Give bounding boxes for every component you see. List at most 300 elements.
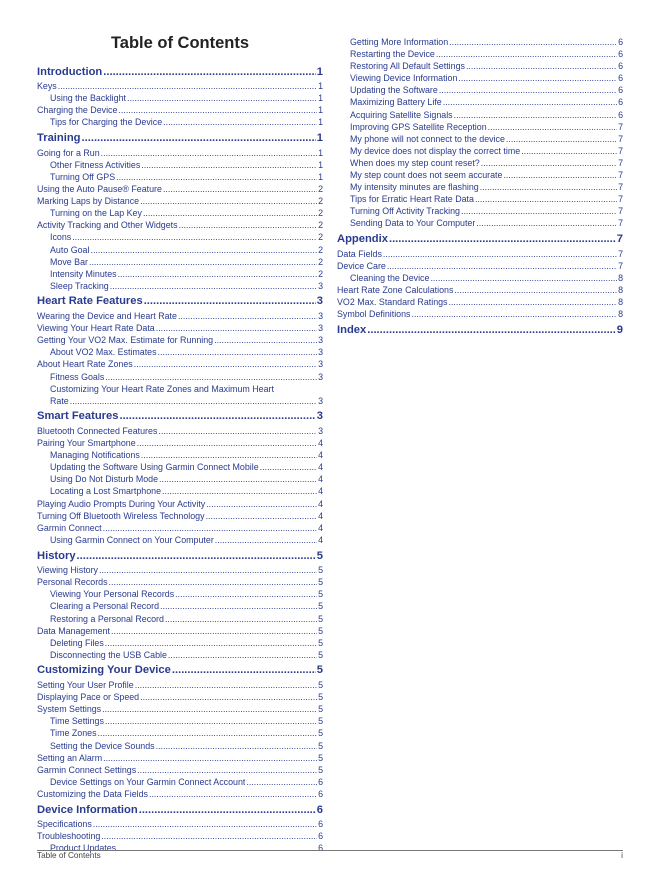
- toc-entry-title: Customizing Your Device: [37, 664, 171, 677]
- dot-leader: [367, 323, 616, 339]
- toc-page-number: 3: [318, 395, 323, 406]
- toc-entry-title: Restoring a Personal Record: [50, 613, 164, 624]
- toc-page-number: 2: [318, 244, 323, 255]
- toc-entry-time-zones[interactable]: [37, 727, 323, 739]
- toc-section-heart-rate-features[interactable]: [37, 294, 323, 310]
- footer-page-number: i: [621, 851, 623, 860]
- toc-entry-disconnecting-the-usb-cable[interactable]: [37, 649, 323, 661]
- toc-entry-cleaning-the-device[interactable]: [337, 272, 623, 284]
- toc-entry-clearing-a-personal-record[interactable]: [37, 600, 323, 612]
- dot-leader: [458, 72, 617, 84]
- toc-entry-title: Customizing the Data Fields: [37, 788, 148, 799]
- toc-entry-rate[interactable]: [37, 395, 323, 407]
- dot-leader: [103, 65, 316, 81]
- toc-page-number: 8: [618, 297, 623, 308]
- toc-page-number: 3: [318, 371, 323, 382]
- toc-page-number: 5: [318, 704, 323, 715]
- toc-entry-title: Bluetooth Connected Features: [37, 426, 158, 436]
- dot-leader: [443, 96, 617, 108]
- toc-entry-title: Fitness Goals: [50, 371, 105, 382]
- toc-entry-move-bar[interactable]: [37, 256, 323, 268]
- toc-page-number: 4: [318, 486, 323, 497]
- toc-entry-title: Viewing Your Personal Records: [50, 589, 175, 600]
- dot-leader: [172, 663, 316, 679]
- toc-entry-title: When does my step count reset?: [350, 157, 480, 168]
- toc-page-number: 3: [318, 323, 323, 334]
- dot-leader: [246, 776, 317, 788]
- dot-leader: [140, 691, 317, 703]
- dot-leader: [461, 205, 617, 217]
- dot-leader: [141, 159, 317, 171]
- toc-page-number: 1: [316, 65, 323, 78]
- toc-entry-title: Data Management: [37, 625, 111, 636]
- toc-entry-tips-for-charging-the-device[interactable]: [37, 116, 323, 128]
- toc-entry-improving-gps-satellite-reception[interactable]: [337, 121, 623, 133]
- toc-entry-using-garmin-connect-on-your-computer[interactable]: [37, 534, 323, 546]
- toc-entry-viewing-history[interactable]: [37, 564, 323, 576]
- toc-entry-my-device-does-not-display-the-correct-time[interactable]: [337, 145, 623, 157]
- toc-page-number: 1: [318, 93, 323, 104]
- toc-page-number: 4: [318, 498, 323, 509]
- toc-entry-title: Device Information: [37, 803, 138, 816]
- toc-entry-garmin-connect-settings[interactable]: [37, 764, 323, 776]
- dot-leader: [439, 84, 617, 96]
- toc-entry-title: Garmin Connect: [37, 522, 102, 533]
- dot-leader: [206, 510, 318, 522]
- toc-entry-title: Sending Data to Your Computer: [350, 218, 476, 229]
- toc-entry-title: History: [37, 549, 76, 562]
- toc-entry-sending-data-to-your-computer[interactable]: [337, 217, 623, 229]
- toc-entry-customizing-your-heart-rate-zones-and-maximum-heart[interactable]: [37, 383, 323, 395]
- toc-entry-title: Appendix: [337, 233, 388, 246]
- dot-leader: [105, 371, 317, 383]
- toc-entry-other-fitness-activities[interactable]: [37, 159, 323, 171]
- dot-leader: [466, 60, 617, 72]
- dot-leader: [101, 830, 317, 842]
- toc-entry-title: Data Fields: [337, 248, 382, 259]
- toc-entry-title: Device Settings on Your Garmin Connect Account: [50, 776, 246, 787]
- toc-entry-title: Introduction: [37, 65, 103, 78]
- toc-page-number: 7: [618, 121, 623, 132]
- toc-section-training[interactable]: [37, 131, 323, 147]
- toc-entry-title: My phone will not connect to the device: [350, 133, 505, 144]
- dot-leader: [139, 803, 316, 819]
- toc-page-number: 2: [318, 232, 323, 243]
- toc-page-number: 5: [318, 625, 323, 636]
- dot-leader: [178, 310, 317, 322]
- toc-entry-about-vo2-max-estimates[interactable]: [37, 346, 323, 358]
- toc-entry-title: Using the Auto Pause® Feature: [37, 184, 162, 195]
- toc-entry-restarting-the-device[interactable]: [337, 48, 623, 60]
- footer-divider: [37, 850, 623, 851]
- dot-leader: [149, 788, 317, 800]
- toc-left-column: [37, 62, 323, 854]
- toc-entry-my-step-count-does-not-seem-accurate[interactable]: [337, 169, 623, 181]
- toc-entry-title: My intensity minutes are flashing: [350, 182, 479, 193]
- toc-entry-turning-off-bluetooth-wireless-technology[interactable]: [37, 510, 323, 522]
- toc-entry-activity-tracking-and-other-widgets[interactable]: [37, 219, 323, 231]
- toc-entry-title: Garmin Connect Settings: [37, 764, 137, 775]
- toc-entry-title: Keys: [37, 81, 57, 92]
- toc-entry-deleting-files[interactable]: [37, 637, 323, 649]
- toc-entry-title: Using the Backlight: [50, 93, 126, 104]
- toc-right-column: [337, 36, 623, 338]
- toc-entry-setting-the-device-sounds[interactable]: [37, 740, 323, 752]
- toc-entry-title: Turning Off Bluetooth Wireless Technology: [37, 510, 205, 521]
- toc-page-number: 5: [318, 680, 323, 691]
- dot-leader: [449, 36, 617, 48]
- toc-entry-turning-off-activity-tracking[interactable]: [337, 205, 623, 217]
- toc-entry-updating-the-software[interactable]: [337, 84, 623, 96]
- toc-page-number: 7: [618, 145, 623, 156]
- toc-entry-title: Personal Records: [37, 577, 108, 588]
- dot-leader: [454, 284, 617, 296]
- toc-entry-using-the-backlight[interactable]: [37, 92, 323, 104]
- dot-leader: [481, 157, 617, 169]
- toc-entry-viewing-device-information[interactable]: [337, 72, 623, 84]
- toc-entry-turning-off-gps[interactable]: [37, 171, 323, 183]
- page-title: Table of Contents: [110, 34, 250, 52]
- toc-entry-title: Intensity Minutes: [50, 268, 117, 279]
- dot-leader: [503, 169, 617, 181]
- toc-entry-using-do-not-disturb-mode[interactable]: [37, 473, 323, 485]
- toc-entry-device-care[interactable]: [337, 260, 623, 272]
- toc-page-number: 2: [318, 196, 323, 207]
- toc-section-smart-features[interactable]: [37, 409, 323, 425]
- toc-entry-title: Other Fitness Activities: [50, 159, 141, 170]
- toc-page-number: 4: [318, 510, 323, 521]
- toc-entry-fitness-goals[interactable]: [37, 371, 323, 383]
- toc-entry-title: Tips for Charging the Device: [50, 117, 163, 128]
- dot-leader: [70, 395, 317, 407]
- toc-entry-title: Rate: [50, 395, 69, 406]
- toc-page-number: 1: [318, 147, 323, 158]
- toc-section-history[interactable]: [37, 549, 323, 565]
- toc-page-number: 6: [316, 803, 323, 816]
- dot-leader: [117, 842, 317, 854]
- toc-entry-turning-on-the-lap-key[interactable]: [37, 207, 323, 219]
- toc-entry-bluetooth-connected-features[interactable]: [37, 425, 323, 437]
- toc-entry-title: Updating the Software Using Garmin Connect Mobile: [50, 462, 259, 473]
- dot-leader: [101, 147, 317, 159]
- dot-leader: [110, 280, 317, 292]
- toc-entry-system-settings[interactable]: [37, 703, 323, 715]
- toc-page-number: 6: [618, 85, 623, 96]
- toc-page-number: 1: [316, 132, 323, 145]
- dot-leader: [127, 92, 317, 104]
- toc-page-number: 7: [618, 157, 623, 168]
- toc-page-number: 6: [618, 73, 623, 84]
- toc-entry-restoring-a-personal-record[interactable]: [37, 613, 323, 625]
- toc-entry-getting-more-information[interactable]: [337, 36, 623, 48]
- dot-leader: [116, 171, 317, 183]
- toc-entry-time-settings[interactable]: [37, 715, 323, 727]
- toc-entry-title: Product Updates: [50, 843, 117, 854]
- dot-leader: [103, 752, 317, 764]
- toc-section-introduction[interactable]: [37, 65, 323, 81]
- dot-leader: [412, 308, 618, 320]
- toc-page-number: 1: [318, 171, 323, 182]
- toc-entry-title: Disconnecting the USB Cable: [50, 649, 167, 660]
- dot-leader: [111, 625, 317, 637]
- toc-page-number: 2: [318, 208, 323, 219]
- toc-entry-title: Specifications: [37, 819, 92, 830]
- toc-page-number: 3: [316, 410, 323, 423]
- toc-entry-about-heart-rate-zones[interactable]: [37, 358, 323, 370]
- toc-page-number: 5: [318, 728, 323, 739]
- toc-entry-displaying-pace-or-speed[interactable]: [37, 691, 323, 703]
- toc-entry-maximizing-battery-life[interactable]: [337, 96, 623, 108]
- toc-section-appendix[interactable]: [337, 232, 623, 248]
- dot-leader: [158, 425, 317, 437]
- toc-entry-auto-goal[interactable]: [37, 244, 323, 256]
- toc-entry-restoring-all-default-settings[interactable]: [337, 60, 623, 72]
- dot-leader: [214, 334, 317, 346]
- toc-entry-symbol-definitions[interactable]: [337, 308, 623, 320]
- toc-entry-title: Turning on the Lap Key: [50, 208, 142, 219]
- toc-entry-playing-audio-prompts-during-your-activity[interactable]: [37, 498, 323, 510]
- toc-page-number: 8: [618, 284, 623, 295]
- toc-page-number: 3: [318, 347, 323, 358]
- toc-entry-title: Playing Audio Prompts During Your Activity: [37, 498, 206, 509]
- toc-page-number: 3: [318, 426, 323, 436]
- toc-entry-viewing-your-heart-rate-data[interactable]: [37, 322, 323, 334]
- toc-page-number: 2: [318, 268, 323, 279]
- toc-entry-my-intensity-minutes-are-flashing[interactable]: [337, 181, 623, 193]
- toc-page-number: 7: [618, 182, 623, 193]
- toc-entry-acquiring-satellite-signals[interactable]: [337, 109, 623, 121]
- toc-page-number: 6: [618, 97, 623, 108]
- dot-leader: [103, 522, 317, 534]
- toc-entry-getting-your-vo2-max-estimate-for-running[interactable]: [37, 334, 323, 346]
- toc-page-number: 5: [316, 664, 323, 677]
- dot-leader: [82, 131, 316, 147]
- toc-entry-title: Viewing History: [37, 565, 98, 576]
- toc-entry-wearing-the-device-and-heart-rate[interactable]: [37, 310, 323, 322]
- toc-entry-marking-laps-by-distance[interactable]: [37, 195, 323, 207]
- toc-entry-updating-the-software-using-garmin-connect-mobile[interactable]: [37, 461, 323, 473]
- toc-page-number: 7: [618, 248, 623, 259]
- toc-page-number: 7: [618, 260, 623, 271]
- toc-entry-when-does-my-step-count-reset[interactable]: [337, 157, 623, 169]
- toc-page-number: 6: [618, 61, 623, 72]
- toc-page-number: 3: [318, 311, 323, 322]
- dot-leader: [109, 576, 318, 588]
- toc-page-number: 1: [318, 105, 323, 116]
- toc-page-number: 8: [618, 272, 623, 283]
- dot-leader: [206, 498, 317, 510]
- toc-entry-garmin-connect[interactable]: [37, 522, 323, 534]
- dot-leader: [119, 409, 315, 425]
- toc-entry-icons[interactable]: [37, 231, 323, 243]
- toc-page-number: 7: [618, 194, 623, 205]
- toc-entry-title: Using Garmin Connect on Your Computer: [50, 534, 214, 545]
- dot-leader: [98, 727, 318, 739]
- dot-leader: [162, 485, 317, 497]
- toc-entry-title: Setting the Device Sounds: [50, 740, 155, 751]
- toc-entry-title: Wearing the Device and Heart Rate: [37, 311, 177, 322]
- toc-entry-viewing-your-personal-records[interactable]: [37, 588, 323, 600]
- dot-leader: [436, 48, 617, 60]
- toc-entry-title: Improving GPS Satellite Reception: [350, 121, 487, 132]
- toc-entry-troubleshooting[interactable]: [37, 830, 323, 842]
- toc-page-number: 4: [318, 462, 323, 473]
- toc-entry-title: System Settings: [37, 704, 102, 715]
- dot-leader: [58, 80, 317, 92]
- toc-entry-title: Acquiring Satellite Signals: [350, 109, 453, 120]
- toc-page-number: 5: [318, 649, 323, 660]
- toc-entry-using-the-auto-pause-feature[interactable]: [37, 183, 323, 195]
- toc-entry-title: Tips for Erratic Heart Rate Data: [350, 194, 474, 205]
- toc-page-number: 6: [318, 831, 323, 842]
- toc-entry-title: Getting More Information: [350, 37, 449, 47]
- toc-page-number: 3: [318, 280, 323, 291]
- dot-leader: [156, 322, 317, 334]
- dot-leader: [143, 207, 317, 219]
- toc-entry-title: Index: [337, 323, 367, 336]
- toc-entry-title: About VO2 Max. Estimates: [50, 347, 157, 358]
- toc-page-number: 1: [318, 117, 323, 128]
- toc-page-number: 5: [318, 577, 323, 588]
- dot-leader: [89, 256, 317, 268]
- toc-entry-keys[interactable]: [37, 80, 323, 92]
- toc-page-number: 2: [318, 220, 323, 231]
- toc-entry-vo2-max-standard-ratings[interactable]: [337, 296, 623, 308]
- toc-entry-title: Setting Your User Profile: [37, 680, 134, 691]
- dot-leader: [105, 637, 317, 649]
- toc-section-device-information[interactable]: [37, 803, 323, 819]
- dot-leader: [449, 296, 618, 308]
- toc-entry-title: Maximizing Battery Life: [350, 97, 442, 108]
- toc-page-number: 3: [318, 335, 323, 346]
- dot-leader: [387, 260, 617, 272]
- dot-leader: [163, 116, 317, 128]
- toc-entry-my-phone-will-not-connect-to-the-device[interactable]: [337, 133, 623, 145]
- toc-entry-customizing-the-data-fields[interactable]: [37, 788, 323, 800]
- toc-entry-title: Marking Laps by Distance: [37, 196, 140, 207]
- dot-leader: [160, 600, 317, 612]
- toc-entry-going-for-a-run[interactable]: [37, 147, 323, 159]
- toc-entry-title: Turning Off GPS: [50, 171, 116, 182]
- toc-page-number: 5: [316, 549, 323, 562]
- toc-entry-title: Getting Your VO2 Max. Estimate for Running: [37, 335, 214, 346]
- toc-entry-title: Pairing Your Smartphone: [37, 438, 136, 449]
- dot-leader: [165, 613, 317, 625]
- toc-entry-title: Managing Notifications: [50, 450, 140, 461]
- toc-entry-personal-records[interactable]: [37, 576, 323, 588]
- toc-entry-intensity-minutes[interactable]: [37, 268, 323, 280]
- dot-leader: [141, 449, 317, 461]
- toc-entry-title: Move Bar: [50, 256, 88, 267]
- toc-entry-sleep-tracking[interactable]: [37, 280, 323, 292]
- dot-leader: [118, 268, 317, 280]
- toc-entry-locating-a-lost-smartphone[interactable]: [37, 485, 323, 497]
- toc-entry-data-fields[interactable]: [337, 248, 623, 260]
- toc-page-number: 4: [318, 438, 323, 449]
- toc-entry-tips-for-erratic-heart-rate-data[interactable]: [337, 193, 623, 205]
- dot-leader: [72, 231, 317, 243]
- toc-page-number: 6: [318, 788, 323, 799]
- toc-entry-title: Customizing Your Heart Rate Zones and Maximum Heart: [50, 383, 274, 394]
- toc-entry-title: Displaying Pace or Speed: [37, 692, 140, 703]
- toc-page-number: 5: [318, 692, 323, 703]
- toc-page-number: 1: [318, 159, 323, 170]
- toc-entry-title: My step count does not seem accurate: [350, 170, 503, 181]
- toc-section-index[interactable]: [337, 323, 623, 339]
- toc-page-number: 7: [618, 218, 623, 229]
- toc-entry-title: Deleting Files: [50, 637, 104, 648]
- toc-entry-title: Going for a Run: [37, 147, 100, 158]
- toc-page-number: 3: [316, 295, 323, 308]
- toc-entry-device-settings-on-your-garmin-connect-account[interactable]: [37, 776, 323, 788]
- toc-entry-title: Heart Rate Zone Calculations: [337, 284, 454, 295]
- dot-leader: [430, 272, 617, 284]
- toc-page-number: 7: [618, 170, 623, 181]
- toc-entry-managing-notifications[interactable]: [37, 449, 323, 461]
- toc-page-number: 7: [618, 133, 623, 144]
- dot-leader: [179, 219, 317, 231]
- toc-entry-title: Charging the Device: [37, 105, 118, 116]
- dot-leader: [389, 232, 616, 248]
- toc-entry-title: Icons: [50, 232, 72, 243]
- toc-page-number: 6: [618, 109, 623, 120]
- toc-entry-setting-your-user-profile[interactable]: [37, 679, 323, 691]
- dot-leader: [135, 679, 317, 691]
- toc-page-number: 8: [618, 309, 623, 320]
- toc-entry-title: Activity Tracking and Other Widgets: [37, 220, 178, 231]
- toc-entry-heart-rate-zone-calculations[interactable]: [337, 284, 623, 296]
- dot-leader: [144, 294, 316, 310]
- toc-entry-title: Updating the Software: [350, 85, 438, 96]
- dot-leader: [105, 715, 317, 727]
- toc-page-number: 5: [318, 716, 323, 727]
- toc-entry-specifications[interactable]: [37, 818, 323, 830]
- toc-page-number: 4: [318, 534, 323, 545]
- toc-entry-charging-the-device[interactable]: [37, 104, 323, 116]
- toc-page-number: 5: [318, 740, 323, 751]
- toc-page-number: 5: [318, 752, 323, 763]
- toc-page-number: 6: [618, 49, 623, 60]
- toc-entry-title: Training: [37, 132, 81, 145]
- toc-entry-title: Time Zones: [50, 728, 97, 739]
- toc-page-number: 5: [318, 565, 323, 576]
- toc-entry-data-management[interactable]: [37, 625, 323, 637]
- toc-entry-setting-an-alarm[interactable]: [37, 752, 323, 764]
- dot-leader: [480, 181, 617, 193]
- dot-leader: [99, 564, 317, 576]
- footer-label: Table of Contents: [37, 851, 101, 860]
- toc-page-number: 6: [318, 776, 323, 787]
- dot-leader: [260, 461, 317, 473]
- toc-page-number: 6: [618, 37, 623, 47]
- toc-entry-title: Time Settings: [50, 716, 104, 727]
- toc-entry-title: Symbol Definitions: [337, 309, 411, 320]
- dot-leader: [215, 534, 317, 546]
- dot-leader: [488, 121, 617, 133]
- toc-page-number: 5: [318, 601, 323, 612]
- dot-leader: [168, 649, 317, 661]
- toc-entry-title: Device Care: [337, 260, 386, 271]
- toc-entry-title: My device does not display the correct time: [350, 145, 521, 156]
- toc-section-customizing-your-device[interactable]: [37, 663, 323, 679]
- dot-leader: [159, 473, 317, 485]
- toc-entry-pairing-your-smartphone[interactable]: [37, 437, 323, 449]
- dot-leader: [77, 549, 316, 565]
- toc-page-number: 3: [318, 359, 323, 370]
- toc-page-number: 2: [318, 184, 323, 195]
- toc-page-number: 5: [318, 764, 323, 775]
- toc-entry-title: Using Do Not Disturb Mode: [50, 474, 159, 485]
